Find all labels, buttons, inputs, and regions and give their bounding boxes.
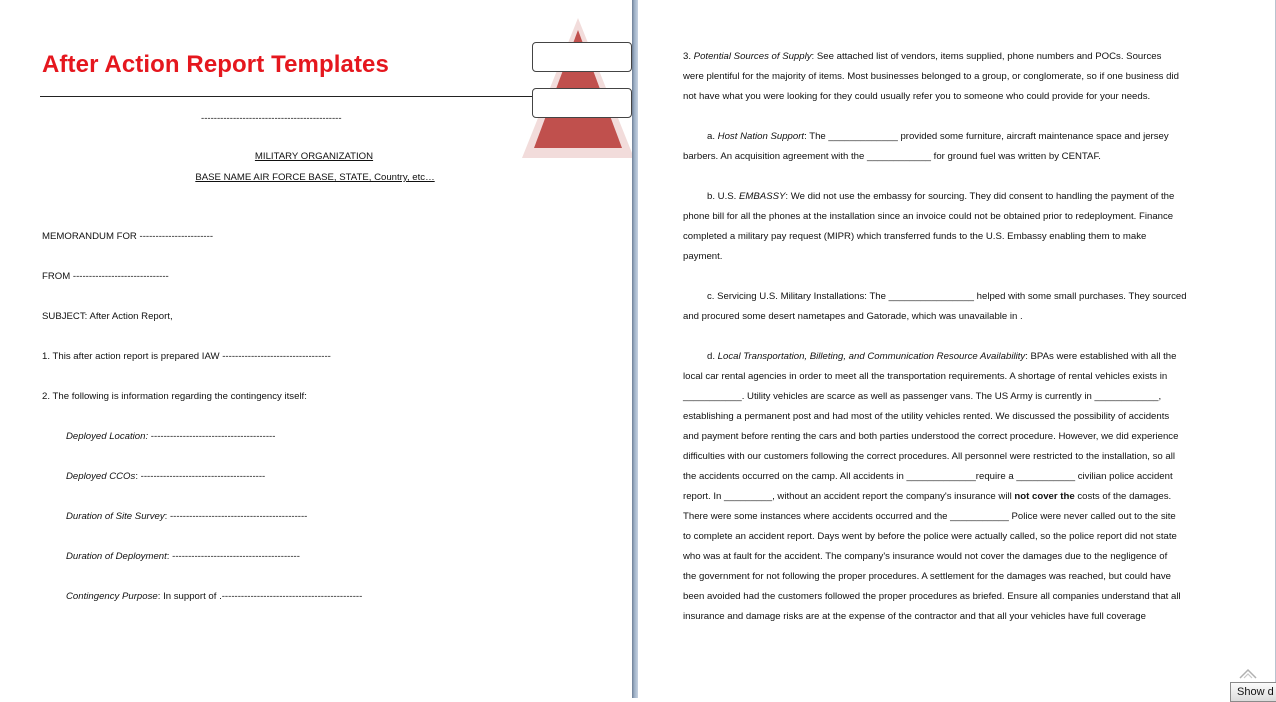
para-text: There were some instances where accidents occurred and the ___________ Police were never called out to the site	[683, 511, 1176, 522]
para-text: barbers. An acquisition agreement with the ____________ for ground fuel was written by CENTAF.	[683, 151, 1101, 162]
para-text: completed a military pay request (MIPR) which transferred funds to the U.S. Embassy enabling them to make	[683, 231, 1147, 242]
para-text: ___________. Utility vehicles are scarce as well as passenger vans. The US Army is currently in ____________,	[683, 391, 1162, 402]
field-duration-site-survey	[66, 511, 307, 523]
para-text: c. Servicing U.S. Military Installations: The ________________ helped with some small purchases. They sourced	[707, 291, 1187, 302]
item-2: 2. The following is information regarding the contingency itself:	[42, 391, 307, 402]
para-text: costs of the damages.	[1074, 491, 1172, 502]
field-label: Deployed CCOs	[66, 471, 136, 482]
para-text: not have what you were looking for they could usually refer you to someone who could provide for your needs.	[683, 91, 1151, 102]
page-turn-icon[interactable]	[1238, 666, 1258, 680]
field-value: ---------------------------------------	[148, 431, 276, 442]
para-text: difficulties with our customers following the correct procedures. All personnel were restricted to the installation, so all	[683, 451, 1176, 462]
field-contingency-purpose	[66, 591, 362, 603]
para-number: d.	[707, 351, 718, 362]
para-text: establishing a permanent post and had most of the utility vehicles rented. We discussed the possibility of accidents	[683, 411, 1170, 422]
para-number: a.	[707, 131, 718, 142]
para-text: who was at fault for the accident. The company's insurance would not cover the damages due to the negligence of	[683, 551, 1168, 562]
para-heading: Host Nation Support	[717, 131, 805, 142]
para-number: 3.	[683, 51, 694, 62]
left-page	[0, 0, 632, 698]
field-value: : -------------------------------------------	[164, 511, 308, 522]
callout-box-bottom	[532, 88, 632, 118]
org-name: MILITARY ORGANIZATION	[254, 151, 374, 162]
field-label: Duration of Site Survey	[66, 511, 165, 522]
para-text: to complete an accident report. Days went by before the police were actually called, so the police report did not state	[683, 531, 1177, 542]
para-text: were plentiful for the majority of items. Most businesses belonged to a group, or conglomerate, so if one business did	[683, 71, 1179, 82]
from-line: FROM ------------------------------	[42, 271, 169, 282]
paragraph-d-transportation	[683, 347, 1231, 627]
field-value: : ---------------------------------------	[135, 471, 266, 482]
bold-text: not cover the	[1014, 491, 1075, 502]
para-heading: Potential Sources of Supply	[693, 51, 812, 62]
para-text: and procured some desert nametapes and Gatorade, which was unavailable in .	[683, 311, 1023, 322]
para-number: b. U.S.	[707, 191, 739, 202]
paragraph-a-host-nation	[683, 127, 1231, 167]
paragraph-b-embassy	[683, 187, 1231, 267]
item-1: 1. This after action report is prepared IAW ----------------------------------	[42, 351, 331, 362]
para-text: : BPAs were established with all the	[1025, 351, 1177, 362]
para-text: phone bill for all the phones at the installation since an invoice could not be obtained prior to redeployment. Finance	[683, 211, 1174, 222]
para-text: payment.	[683, 251, 723, 262]
para-text: insurance and damage risks are at the expense of the contractor and that all your vehicles have full coverage	[683, 611, 1146, 622]
paragraph-c-servicing	[683, 287, 1231, 327]
field-deployed-location	[66, 431, 275, 443]
para-heading: Local Transportation, Billeting, and Communication Resource Availability	[717, 351, 1026, 362]
paragraph-3-supply	[683, 47, 1231, 107]
field-deployed-ccos	[66, 471, 265, 483]
subject-line: SUBJECT: After Action Report,	[42, 311, 173, 322]
para-text: : See attached list of vendors, items supplied, phone numbers and POCs. Sources	[811, 51, 1162, 62]
field-label: Duration of Deployment	[66, 551, 167, 562]
para-text: report. In _________, without an accident report the company's insurance will	[683, 491, 1015, 502]
para-text: : We did not use the embassy for sourcing. They did consent to handling the payment of the	[785, 191, 1175, 202]
title-divider	[40, 96, 534, 97]
field-label: Deployed Location:	[66, 431, 149, 442]
field-value: : In support of .--------------------------------------------	[157, 591, 363, 602]
para-text: the government for not following the proper procedures. A settlement for the damages was reached, but could have	[683, 571, 1171, 582]
show-button[interactable]: Show d	[1230, 682, 1276, 702]
header-dashes: --------------------------------------------	[201, 113, 342, 124]
base-line: BASE NAME AIR FORCE BASE, STATE, Country, etc…	[195, 172, 435, 183]
para-text: : The _____________ provided some furniture, aircraft maintenance space and jersey	[804, 131, 1169, 142]
callout-box-top	[532, 42, 632, 72]
field-value: : ----------------------------------------	[166, 551, 300, 562]
para-text: been avoided had the customers followed the proper procedures as briefed. Ensure all companies understand that all	[683, 591, 1181, 602]
memorandum-line: MEMORANDUM FOR -----------------------	[42, 231, 214, 242]
field-duration-deployment	[66, 551, 300, 563]
document-title: After Action Report Templates	[42, 51, 389, 78]
para-text: and payment before renting the cars and both parties understood the correct procedure. However, we did experience	[683, 431, 1179, 442]
para-heading: EMBASSY	[739, 191, 786, 202]
field-label: Contingency Purpose	[66, 591, 158, 602]
para-text: the accidents occurred on the camp. All accidents in _____________require a ___________ civilian police accident	[683, 471, 1173, 482]
para-text: local car rental agencies in order to meet all the transportation requirements. A shortage of rental vehicles exists in	[683, 371, 1168, 382]
